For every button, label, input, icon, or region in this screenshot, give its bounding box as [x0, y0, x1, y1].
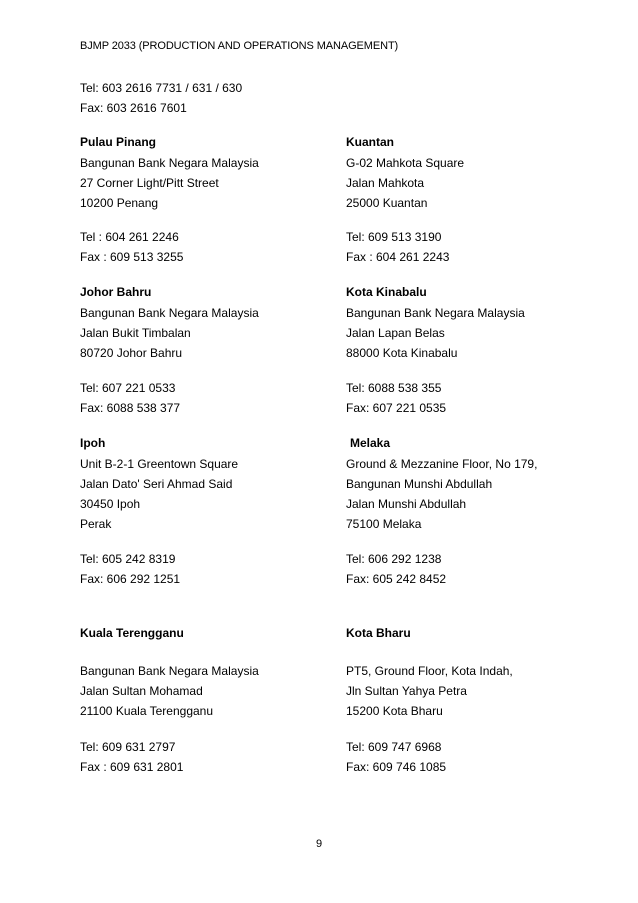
address-line: Bangunan Munshi Abdullah — [346, 477, 493, 491]
office-fax: Fax: 6088 538 377 — [80, 401, 181, 415]
office-fax: Fax : 609 513 3255 — [80, 250, 184, 264]
office-tel: Tel: 609 747 6968 — [346, 740, 442, 754]
address-line: Bangunan Bank Negara Malaysia — [80, 156, 259, 170]
office-name: Pulau Pinang — [80, 135, 157, 149]
top-tel: Tel: 603 2616 7731 / 631 / 630 — [80, 81, 243, 95]
office-fax: Fax: 607 221 0535 — [346, 401, 447, 415]
address-line: Jalan Bukit Timbalan — [80, 326, 191, 340]
office-name: Kuala Terengganu — [80, 626, 184, 640]
office-fax: Fax : 604 261 2243 — [346, 250, 450, 264]
office-tel: Tel: 607 221 0533 — [80, 381, 176, 395]
address-line: 88000 Kota Kinabalu — [346, 346, 458, 360]
address-line: 75100 Melaka — [346, 517, 422, 531]
page-number: 9 — [315, 838, 323, 850]
address-line: 30450 Ipoh — [80, 497, 141, 511]
office-name: Kota Bharu — [346, 626, 411, 640]
office-tel: Tel : 604 261 2246 — [80, 230, 179, 244]
address-line: 10200 Penang — [80, 196, 159, 210]
address-line: Bangunan Bank Negara Malaysia — [346, 306, 525, 320]
address-line: Jalan Lapan Belas — [346, 326, 445, 340]
address-line: Jalan Munshi Abdullah — [346, 497, 467, 511]
office-tel: Tel: 606 292 1238 — [346, 552, 442, 566]
running-header: BJMP 2033 (PRODUCTION AND OPERATIONS MANAGEMENT) — [80, 40, 399, 52]
office-tel: Tel: 6088 538 355 — [346, 381, 442, 395]
address-line: 80720 Johor Bahru — [80, 346, 183, 360]
office-fax: Fax: 609 746 1085 — [346, 760, 447, 774]
office-name: Kuantan — [346, 135, 394, 149]
office-tel: Tel: 609 513 3190 — [346, 230, 442, 244]
address-line: PT5, Ground Floor, Kota Indah, — [346, 664, 513, 678]
address-line: 15200 Kota Bharu — [346, 704, 443, 718]
address-line: Unit B-2-1 Greentown Square — [80, 457, 239, 471]
address-line: Perak — [80, 517, 112, 531]
address-line: G-02 Mahkota Square — [346, 156, 465, 170]
office-fax: Fax : 609 631 2801 — [80, 760, 184, 774]
office-fax: Fax: 605 242 8452 — [346, 572, 447, 586]
office-tel: Tel: 605 242 8319 — [80, 552, 176, 566]
address-line: Jalan Sultan Mohamad — [80, 684, 203, 698]
office-name: Kota Kinabalu — [346, 285, 427, 299]
address-line: Bangunan Bank Negara Malaysia — [80, 664, 259, 678]
address-line: Jalan Dato' Seri Ahmad Said — [80, 477, 233, 491]
top-fax: Fax: 603 2616 7601 — [80, 101, 187, 115]
office-fax: Fax: 606 292 1251 — [80, 572, 181, 586]
address-line: Jln Sultan Yahya Petra — [346, 684, 467, 698]
office-name: Ipoh — [80, 436, 106, 450]
address-line: 27 Corner Light/Pitt Street — [80, 176, 219, 190]
address-line: 21100 Kuala Terengganu — [80, 704, 214, 718]
office-name: Melaka — [350, 436, 391, 450]
address-line: Jalan Mahkota — [346, 176, 425, 190]
office-name: Johor Bahru — [80, 285, 152, 299]
address-line: Bangunan Bank Negara Malaysia — [80, 306, 259, 320]
address-line: 25000 Kuantan — [346, 196, 428, 210]
office-tel: Tel: 609 631 2797 — [80, 740, 176, 754]
address-line: Ground & Mezzanine Floor, No 179, — [346, 457, 538, 471]
